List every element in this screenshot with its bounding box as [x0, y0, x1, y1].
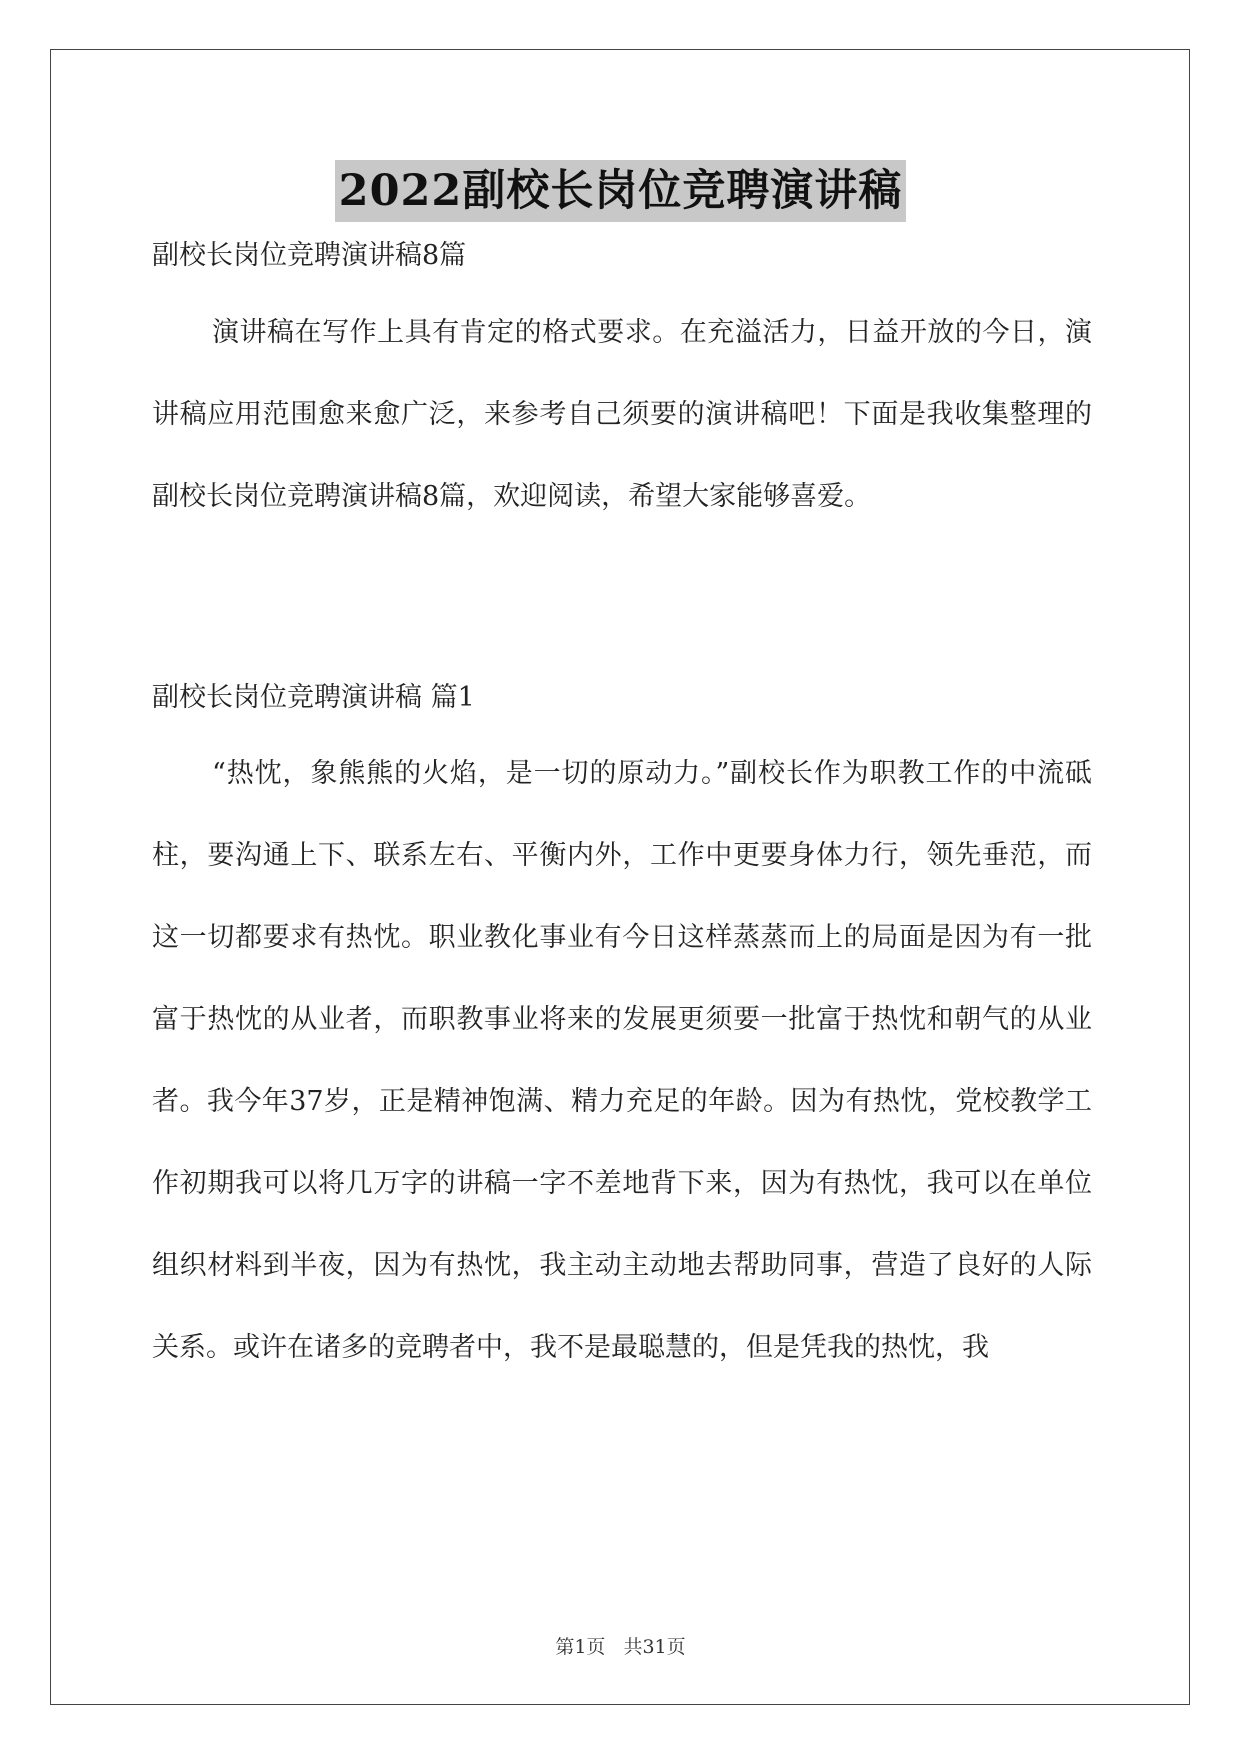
section-body-container [152, 733, 1092, 1389]
section-heading: 副校长岗位竞聘演讲稿 篇1 [152, 682, 475, 713]
document-title: 2022副校长岗位竞聘演讲稿 [335, 160, 907, 222]
page-number-current: 第1页 [555, 1636, 606, 1658]
intro-paragraph: 演讲稿在写作上具有肯定的格式要求。在充溢活力，日益开放的今日，演讲稿应用范围愈来愈广泛，来参考自己须要的演讲稿吧！下面是我收集整理的副校长岗位竞聘演讲稿8篇，欢迎阅读，希望大家能够喜爱。 [152, 317, 1092, 512]
section-body-paragraph: “热忱，象熊熊的火焰，是一切的原动力。”副校长作为职教工作的中流砥柱，要沟通上下、联系左右、平衡内外，工作中更要身体力行，领先垂范，而这一切都要求有热忱。职业教化事业有今日这样蒸蒸而上的局面是因为有一批富于热忱的从业者，而职教事业将来的发展更须要一批富于热忱和朝气的从业者。我今年37岁，正是精神饱满、精力充足的年龄。因为有热忱，党校教学工作初期我可以将几万字的讲稿一字不差地背下来，因为有热忱，我可以在单位组织材料到半夜，因为有热忱，我主动主动地去帮助同事，营造了良好的人际关系。或许在诸多的竞聘者中，我不是最聪慧的，但是凭我的热忱，我 [152, 758, 1092, 1363]
title-container [0, 160, 1241, 222]
intro-paragraph-container [152, 292, 1092, 538]
page-number-total: 共31页 [623, 1636, 686, 1658]
page-footer [0, 1632, 1241, 1659]
document-subtitle: 副校长岗位竞聘演讲稿8篇 [152, 240, 467, 271]
